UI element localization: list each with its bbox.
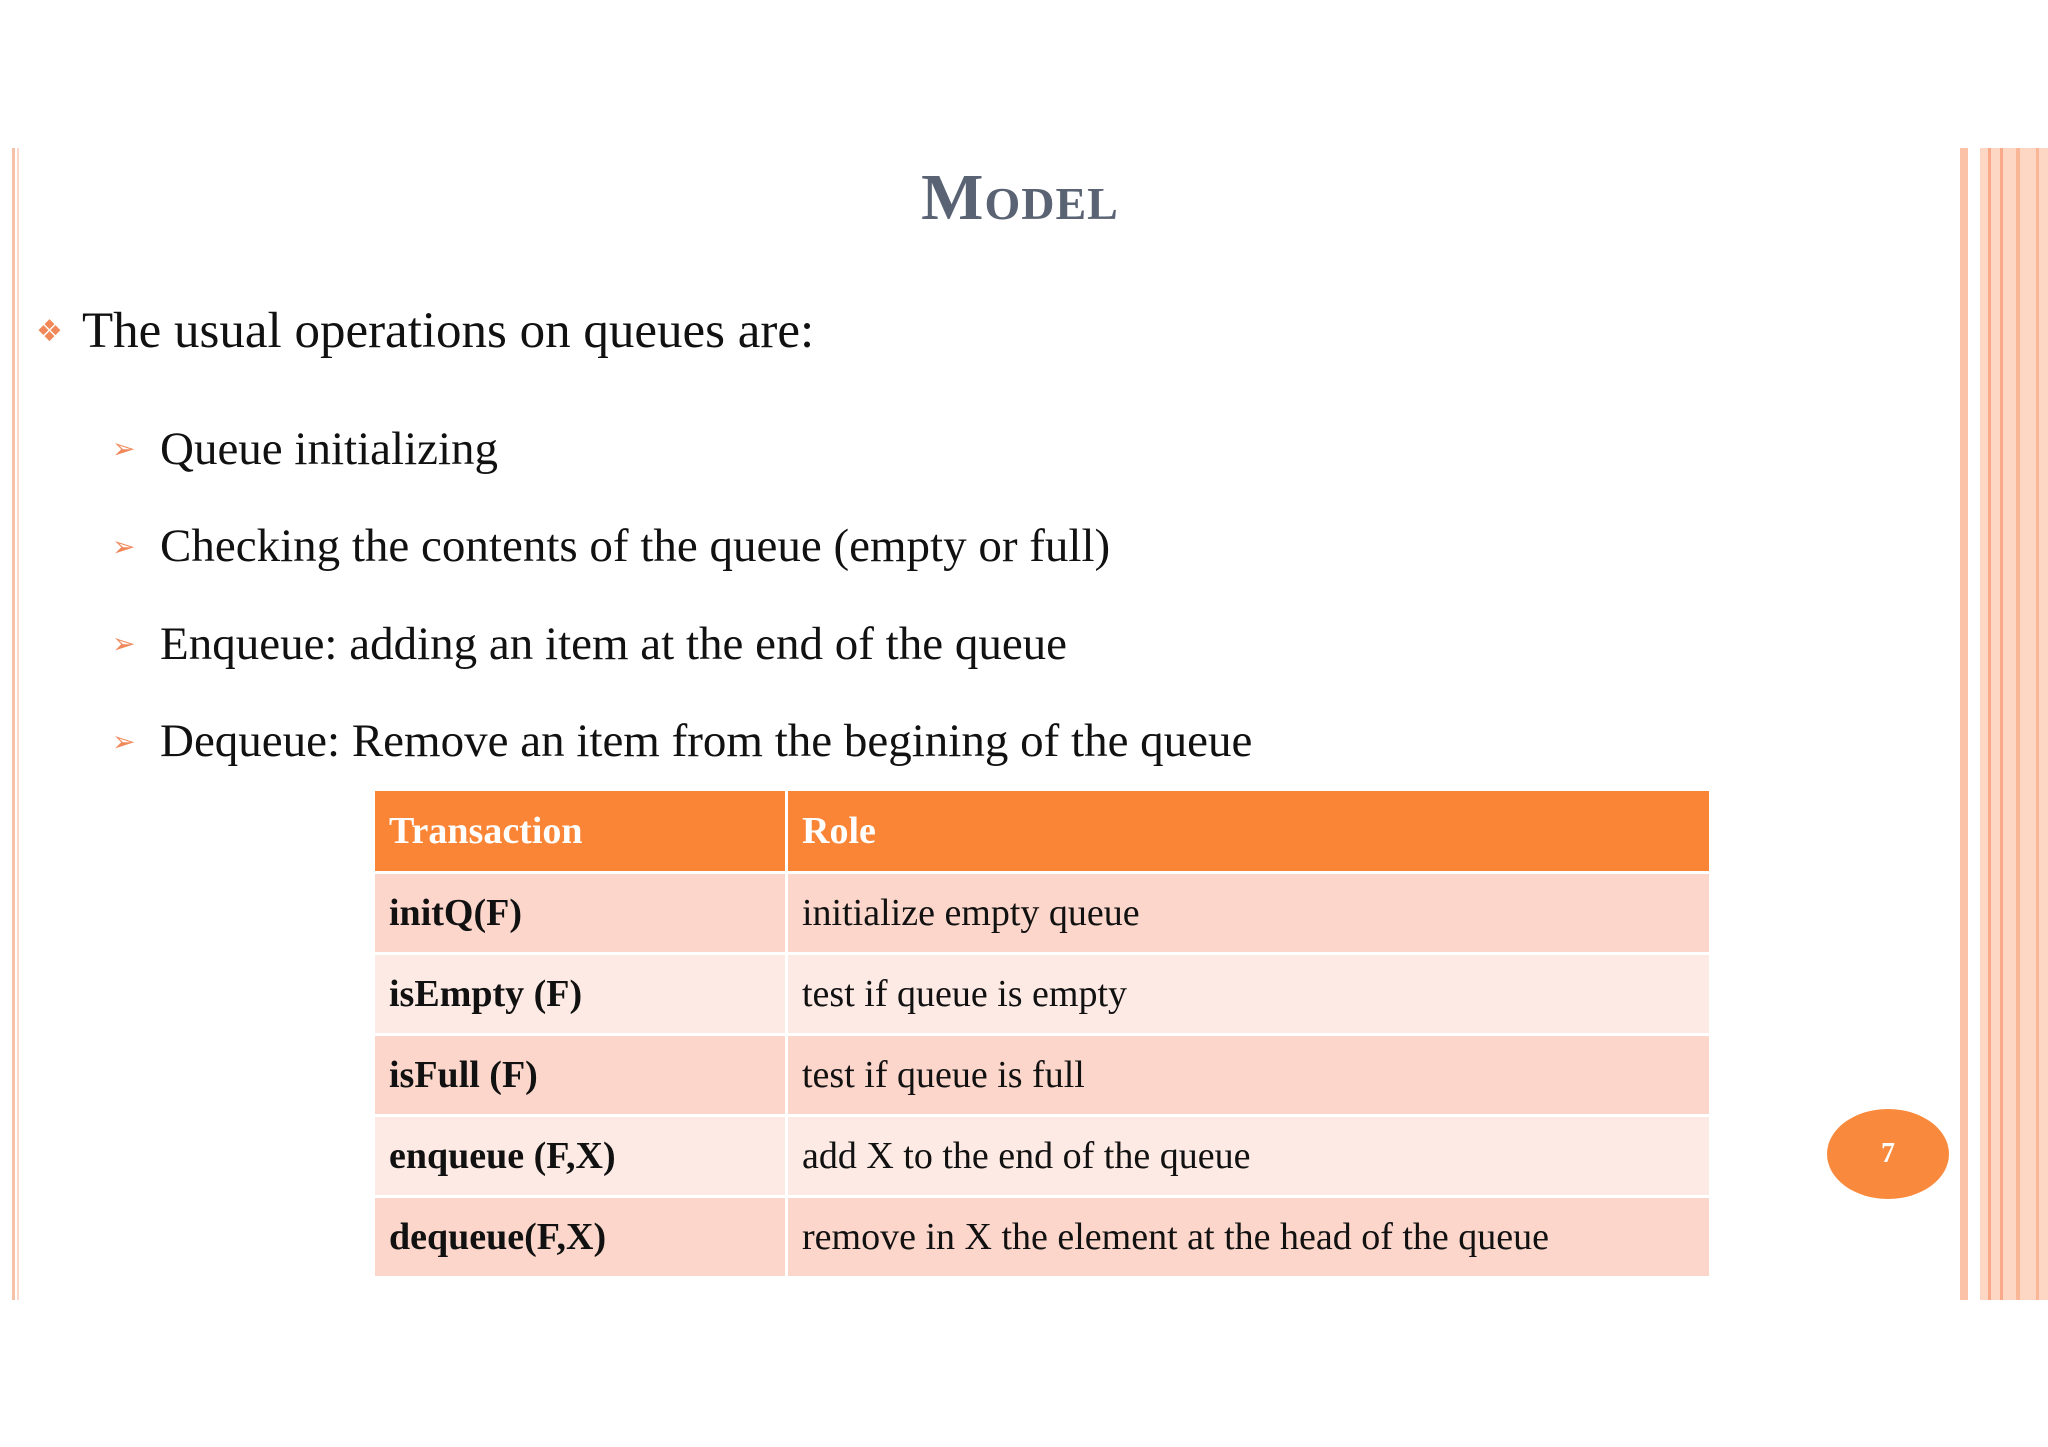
right-stripe: [1960, 148, 1968, 1300]
right-stripe: [2036, 148, 2039, 1300]
list-item: [112, 595, 1252, 693]
diamond-cluster-icon: ❖: [36, 313, 63, 349]
list-item-text: Dequeue: Remove an item from the begining of the queue: [160, 715, 1253, 768]
intro-bullet: [36, 302, 814, 360]
table-row: [374, 954, 1711, 1035]
transaction-cell: isEmpty (F): [374, 954, 787, 1035]
role-cell: test if queue is full: [787, 1035, 1711, 1116]
list-item-text: Queue initializing: [160, 422, 499, 475]
transaction-cell: isFull (F): [374, 1035, 787, 1116]
left-border-line: [12, 148, 15, 1300]
table-row: [374, 1197, 1711, 1278]
role-cell: test if queue is empty: [787, 954, 1711, 1035]
table-row: [374, 873, 1711, 954]
role-cell: add X to the end of the queue: [787, 1116, 1711, 1197]
arrowhead-icon: ➢: [112, 529, 136, 563]
right-stripe: [2016, 148, 2020, 1300]
header-transaction: Transaction: [374, 790, 787, 873]
table-header-row: [374, 790, 1711, 873]
arrowhead-icon: ➢: [112, 627, 136, 661]
right-stripe: [2000, 148, 2003, 1300]
arrowhead-icon: ➢: [112, 432, 136, 466]
transaction-cell: dequeue(F,X): [374, 1197, 787, 1278]
table-row: [374, 1035, 1711, 1116]
slide-title: Model: [921, 161, 1119, 234]
page-number-badge: 7: [1827, 1109, 1949, 1199]
list-item: [112, 400, 1252, 498]
table-row: [374, 1116, 1711, 1197]
list-item: [112, 498, 1252, 596]
role-cell: remove in X the element at the head of the queue: [787, 1197, 1711, 1278]
list-item-text: Checking the contents of the queue (empty or full): [160, 520, 1111, 573]
arrowhead-icon: ➢: [112, 724, 136, 758]
right-stripe: [1988, 148, 1991, 1300]
transaction-cell: initQ(F): [374, 873, 787, 954]
role-cell: initialize empty queue: [787, 873, 1711, 954]
header-role: Role: [787, 790, 1711, 873]
transaction-cell: enqueue (F,X): [374, 1116, 787, 1197]
operations-list: [112, 400, 1252, 790]
list-item-text: Enqueue: adding an item at the end of the queue: [160, 617, 1068, 670]
list-item: [112, 693, 1252, 791]
left-border-line-inner: [17, 148, 19, 1300]
operations-table: [372, 788, 1712, 1279]
intro-text: The usual operations on queues are:: [82, 303, 815, 359]
